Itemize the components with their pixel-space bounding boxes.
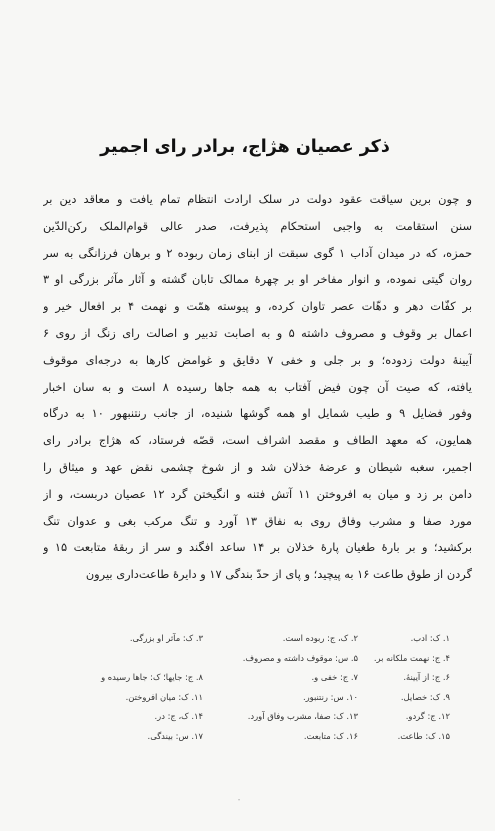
footnote-row [65, 668, 450, 688]
footnote: ۷. ج: خفی و. [311, 672, 358, 682]
body-text [43, 186, 472, 588]
text-line: مورد صفا و مشرب وفاق روی به نفاق ۱۳ آورد و تنگ مرکب بغی و عدوان تنگ [43, 513, 472, 528]
footnote: ۶. ج: از آیینهٔ. [403, 672, 450, 682]
text-line: روان گیتی نموده، و انوار مفاخر او بر چهرهٔ ممالک تابان گشته و آثار مآثر بزرگی او ۳ [43, 272, 472, 287]
footnote [65, 649, 203, 669]
footnote: ۱۱. ک: میان افروختن. [125, 691, 203, 702]
footnote-row [65, 629, 450, 649]
text-line: اجمیر، سغبه شیطان و عرضهٔ خذلان شد و از شوخ چشمی نقض عهد و میثاق را [43, 459, 472, 474]
text-line: برکشید؛ و بر بارهٔ طغیان پارهٔ خذلان بر ۱۴ ساعد افگند و سر از ربقهٔ متابعت ۱۵ و [43, 540, 472, 555]
text-line: وفور فضایل ۹ و طیب شمایل او همه گوشها شنیده، از جانب رنتنبهور ۱۰ به درگاه [43, 406, 472, 421]
footnote: ۳. ک: مآثر او بزرگی. [129, 633, 203, 643]
footnote: ۸. ج: جایها؛ ک: جاها رسیده و [101, 672, 203, 682]
footnote: ۱۷. س: بیندگی. [147, 730, 203, 741]
footnote: ۵. س: موقوف داشته و مصروف. [242, 652, 358, 663]
footnote: ۱۵. ک: طاعت. [397, 730, 450, 741]
footnote-row [65, 707, 450, 727]
footnote: ۹. ک: خصایل. [400, 691, 450, 702]
text-line: اعمال بر وقوف و مصروف داشته ۵ و به اصابت تدبیر و اصالت رای زنگ از روی ۶ [43, 325, 472, 340]
text-line: همایون، که معهد الطاف و مقصد اشراف است، قصّه فرستاد، که هژاج برادر رای [43, 433, 472, 448]
text-line: گردن از طوق طاعت ۱۶ به پیچید؛ و پای از حدّ بندگی ۱۷ و دایرهٔ طاعت‌داری بیرون [85, 567, 472, 582]
footnote-row [65, 649, 450, 669]
footnote-row [65, 727, 450, 747]
text-line: بر کفّات دهر و دهّات عصر تاوان کرده، و پیوسته همّت و نهمت ۴ بر افعال خیر و [43, 299, 472, 314]
chapter-heading: ذکر عصیان هژاج، برادر رای اجمیر [100, 137, 390, 157]
footnotes [65, 629, 450, 746]
footnote: ۱۳. ک: صفا، مشرب وفاق آورد. [247, 711, 358, 721]
footnote: ۱۰. س: رنتنبور. [302, 691, 358, 702]
footnote: ۱۶. ک: متابعت. [303, 730, 358, 741]
footnote: ۲. ک، ج: ربوده است. [282, 633, 358, 643]
text-line: حمزه، که در میدان آداب ۱ گوی سبقت از ابنای زمان ربوده ۲ و برهان فرزانگی به سر [43, 245, 472, 260]
text-line: آیینهٔ دولت زدوده؛ و بر جلی و خفی ۷ دقایق و غوامض کارها به درجه‌ای موقوف [43, 352, 472, 367]
footnote-row [65, 688, 450, 708]
text-line: یافته، که صیت آن چون فیض آفتاب به همه جاها رسیده ۸ است و به سان اخبار [43, 379, 472, 394]
text-line: دامن بر زد و میان به افروختن ۱۱ آتش فتنه و انگیختن گرد ۱۲ عصیان دربست، و از [43, 486, 472, 501]
footnote: ۱۴. ک، ج: در. [154, 711, 203, 721]
footnote: ۴. ج: نهمت ملکانه بر. [373, 652, 450, 663]
page-mark: ۰ [236, 795, 242, 804]
footnote: ۱۲. ج: گردو. [405, 711, 450, 721]
text-line: و چون برین سیاقت عقود دولت در سلک ارادت انتظام تمام یافت و معاقد دین بر [43, 192, 472, 206]
text-line: سنن استقامت به واجبی استحکام پذیرفت، صدر عالی قوام‌الملک رکن‌الدّین [43, 218, 472, 233]
footnote: ۱. ک: ادب. [410, 633, 450, 643]
